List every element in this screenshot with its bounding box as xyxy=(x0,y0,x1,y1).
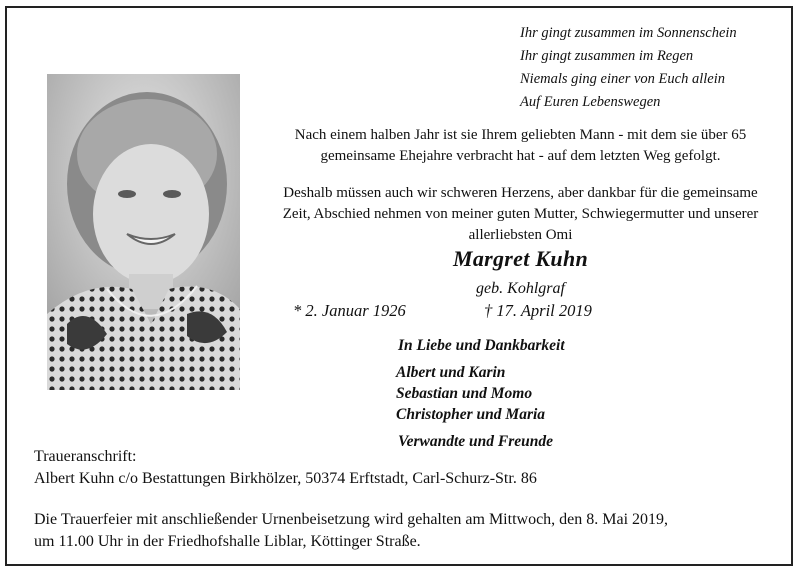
intro-line: gemeinsame Ehejahre verbracht hat - auf dem letzten Weg gefolgt. xyxy=(320,148,721,164)
poem xyxy=(520,22,780,114)
mourner-list xyxy=(396,362,545,425)
poem-line: Ihr gingt zusammen im Regen xyxy=(520,48,694,64)
thanks-heading: In Liebe und Dankbarkeit xyxy=(398,337,565,354)
service-info xyxy=(34,509,668,553)
poem-line: Ihr gingt zusammen im Sonnenschein xyxy=(520,25,737,41)
death-date: † 17. April 2019 xyxy=(484,301,592,320)
address-label: Traueranschrift: xyxy=(34,448,137,465)
farewell-line: Zeit, Abschied nehmen von meiner guten Mutter, Schwiegermutter und unserer xyxy=(282,206,759,222)
mourner-name: Christopher und Maria xyxy=(396,406,546,423)
mourning-address xyxy=(34,446,537,490)
service-line: Die Trauerfeier mit anschließender Urnenbeisetzung wird gehalten am Mittwoch, den 8. Mai 2019, xyxy=(34,511,669,528)
relatives-line: Verwandte und Freunde xyxy=(398,433,554,450)
mourner-name: Sebastian und Momo xyxy=(396,385,533,402)
farewell-line: Deshalb müssen auch wir schweren Herzens, aber dankbar für die gemeinsame xyxy=(283,185,758,201)
birth-date: * 2. Januar 1926 xyxy=(293,301,406,320)
intro-line: Nach einem halben Jahr ist sie Ihrem geliebten Mann - mit dem sie über 65 xyxy=(294,127,747,143)
maiden-name: geb. Kohlgraf xyxy=(476,280,565,297)
poem-line: Auf Euren Lebenswegen xyxy=(520,94,661,110)
farewell-line: allerliebsten Omi xyxy=(468,227,573,243)
mourner-name: Albert und Karin xyxy=(396,364,506,381)
poem-line: Niemals ging einer von Euch allein xyxy=(520,71,725,87)
portrait-photo xyxy=(47,74,240,390)
intro-paragraph xyxy=(248,125,793,167)
farewell-paragraph xyxy=(248,183,793,246)
deceased-name: Margret Kuhn xyxy=(452,246,589,271)
service-line: um 11.00 Uhr in der Friedhofshalle Liblar, Köttinger Straße. xyxy=(34,533,421,550)
address-value: Albert Kuhn c/o Bestattungen Birkhölzer, 50374 Erftstadt, Carl-Schurz-Str. 86 xyxy=(34,470,537,487)
